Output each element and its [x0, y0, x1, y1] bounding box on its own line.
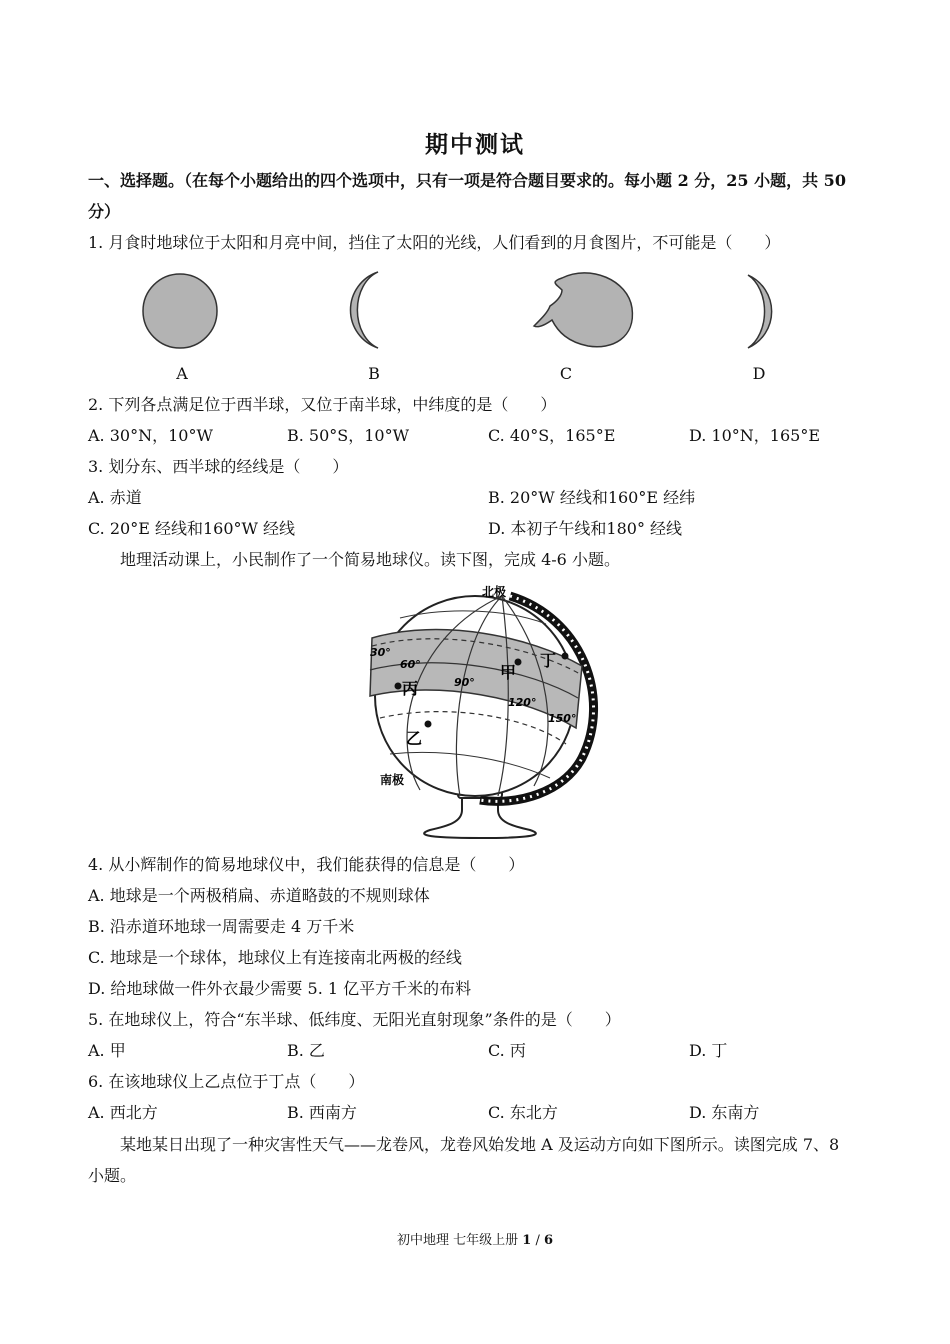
footer-separator: / [535, 1233, 540, 1248]
label-south-pole: 南极 [380, 773, 405, 787]
moon-label-c: C [559, 364, 573, 383]
q2-option-b: B. 50°S，10°W [287, 426, 410, 445]
footer-page-total: 6 [543, 1233, 554, 1248]
moon-figures [120, 262, 820, 362]
question-5: 5. 在地球仪上，符合“东半球、低纬度、无阳光直射现象”条件的是（ ） [88, 1010, 621, 1029]
moon-c-shape [534, 273, 632, 347]
moon-label-d: D [752, 364, 766, 383]
label-lon-120: 120° [508, 696, 537, 709]
q3-option-a: A. 赤道 [88, 488, 142, 507]
moon-label-a: A [176, 364, 188, 383]
question-3: 3. 划分东、西半球的经线是（ ） [88, 457, 349, 476]
q5-option-a: A. 甲 [88, 1041, 126, 1060]
q6-option-a: A. 西北方 [88, 1103, 158, 1122]
question-2: 2. 下列各点满足位于西半球，又位于南半球，中纬度的是（ ） [88, 395, 557, 414]
passage-tornado-cont: 小题。 [88, 1166, 137, 1185]
q4-option-b: B. 沿赤道环地球一周需要走 4 万千米 [88, 917, 355, 936]
passage-globe: 地理活动课上，小民制作了一个简易地球仪。读下图，完成 4-6 小题。 [120, 550, 620, 569]
section-heading-cont: 分） [88, 202, 121, 221]
globe-figure [350, 578, 610, 842]
q6-option-c: C. 东北方 [488, 1103, 558, 1122]
moon-a-shape [143, 274, 217, 348]
label-lon-90: 90° [454, 676, 475, 689]
q4-option-c: C. 地球是一个球体，地球仪上有连接南北两极的经线 [88, 948, 462, 967]
page-title: 期中测试 [425, 131, 525, 158]
q6-option-d: D. 东南方 [689, 1103, 760, 1122]
question-6: 6. 在该地球仪上乙点位于丁点（ ） [88, 1072, 365, 1091]
q4-option-d: D. 给地球做一件外衣最少需要 5. 1 亿平方千米的布料 [88, 979, 472, 998]
label-yi: 乙 [406, 729, 423, 748]
q5-option-d: D. 丁 [689, 1041, 728, 1060]
question-1: 1. 月食时地球位于太阳和月亮中间，挡住了太阳的光线，人们看到的月食图片，不可能是（ ） [88, 233, 781, 252]
q2-option-c: C. 40°S，165°E [488, 426, 616, 445]
label-lon-30: 30° [370, 646, 391, 659]
q3-option-d: D. 本初子午线和180° 经线 [488, 519, 683, 538]
point-ding [562, 653, 569, 660]
q3-option-c: C. 20°E 经线和160°W 经线 [88, 519, 296, 538]
point-yi [425, 721, 432, 728]
page-footer [0, 1229, 950, 1248]
q6-option-b: B. 西南方 [287, 1103, 357, 1122]
q2-option-d: D. 10°N，165°E [689, 426, 821, 445]
footer-page-current: 1 [522, 1233, 532, 1248]
moon-b-shape [350, 272, 378, 348]
label-jia: 甲 [500, 663, 517, 682]
q5-option-c: C. 丙 [488, 1041, 526, 1060]
label-north-pole: 北极 [482, 585, 507, 599]
footer-subject: 初中地理 七年级上册 [396, 1233, 519, 1248]
moon-label-b: B [368, 364, 380, 383]
passage-tornado: 某地某日出现了一种灾害性天气——龙卷风，龙卷风始发地 A 及运动方向如下图所示。读图完成 7、8 [120, 1135, 840, 1154]
q3-option-b: B. 20°W 经线和160°E 经纬 [488, 488, 696, 507]
q4-option-a: A. 地球是一个两极稍扁、赤道略鼓的不规则球体 [88, 886, 430, 905]
moon-d-shape [748, 275, 772, 348]
q2-option-a: A. 30°N，10°W [88, 426, 213, 445]
q5-option-b: B. 乙 [287, 1041, 325, 1060]
label-lon-60: 60° [400, 658, 421, 671]
label-bing: 丙 [402, 679, 419, 698]
label-lon-150: 150° [548, 712, 577, 725]
label-ding: 丁 [540, 651, 557, 670]
point-bing [395, 683, 402, 690]
section-heading: 一、选择题。（在每个小题给出的四个选项中，只有一项是符合题目要求的。每小题 2 分，25 小题，共 50 [88, 171, 846, 190]
question-4: 4. 从小辉制作的简易地球仪中，我们能获得的信息是（ ） [88, 855, 525, 874]
